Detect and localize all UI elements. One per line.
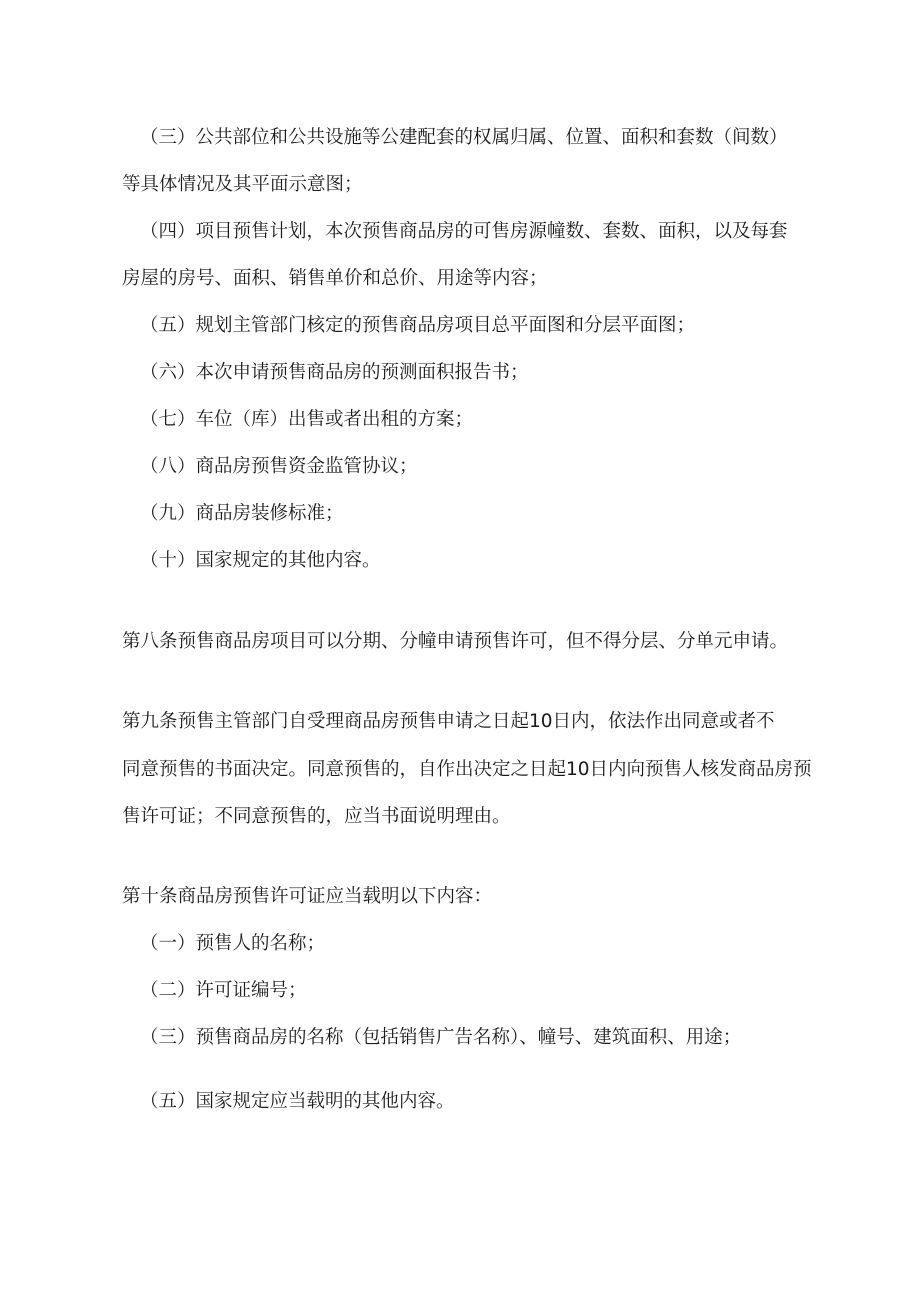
paragraph-item-8: （八）商品房预售资金监管协议； xyxy=(140,456,418,477)
article-8: 第八条预售商品房项目可以分期、分幢申请预售许可，但不得分层、分单元申请。 xyxy=(122,631,789,652)
article-9-line-1: 第九条预售主管部门自受理商品房预售申请之日起10日内，依法作出同意或者不 xyxy=(122,711,775,732)
paragraph-item-10: （十）国家规定的其他内容。 xyxy=(140,550,381,571)
article-9-line-2: 同意预售的书面决定。同意预售的，自作出决定之日起10日内向预售人核发商品房预 xyxy=(122,759,812,780)
article-10-item-5: （五）国家规定应当载明的其他内容。 xyxy=(140,1091,455,1112)
paragraph-item-4-line-1: （四）项目预售计划，本次预售商品房的可售房源幢数、套数、面积，以及每套 xyxy=(140,221,788,242)
paragraph-item-6: （六）本次申请预售商品房的预测面积报告书； xyxy=(140,362,529,383)
article-10-item-1: （一）预售人的名称； xyxy=(140,933,326,954)
article-10-item-3: （三）预售商品房的名称（包括销售广告名称）、幢号、建筑面积、用途； xyxy=(140,1027,742,1048)
paragraph-item-9: （九）商品房装修标准； xyxy=(140,503,344,524)
article-10: 第十条商品房预售许可证应当载明以下内容： xyxy=(122,886,493,907)
paragraph-item-3-line-2: 等具体情况及其平面示意图； xyxy=(122,174,363,195)
article-10-item-2: （二）许可证编号； xyxy=(140,980,307,1001)
paragraph-item-4-line-2: 房屋的房号、面积、销售单价和总价、用途等内容； xyxy=(122,268,548,289)
paragraph-item-5: （五）规划主管部门核定的预售商品房项目总平面图和分层平面图； xyxy=(140,315,696,336)
paragraph-item-7: （七）车位（库）出售或者出租的方案； xyxy=(140,409,474,430)
paragraph-item-3-line-1: （三）公共部位和公共设施等公建配套的权属归属、位置、面积和套数（间数） xyxy=(140,127,788,148)
article-9-line-3: 售许可证；不同意预售的，应当书面说明理由。 xyxy=(122,806,511,827)
